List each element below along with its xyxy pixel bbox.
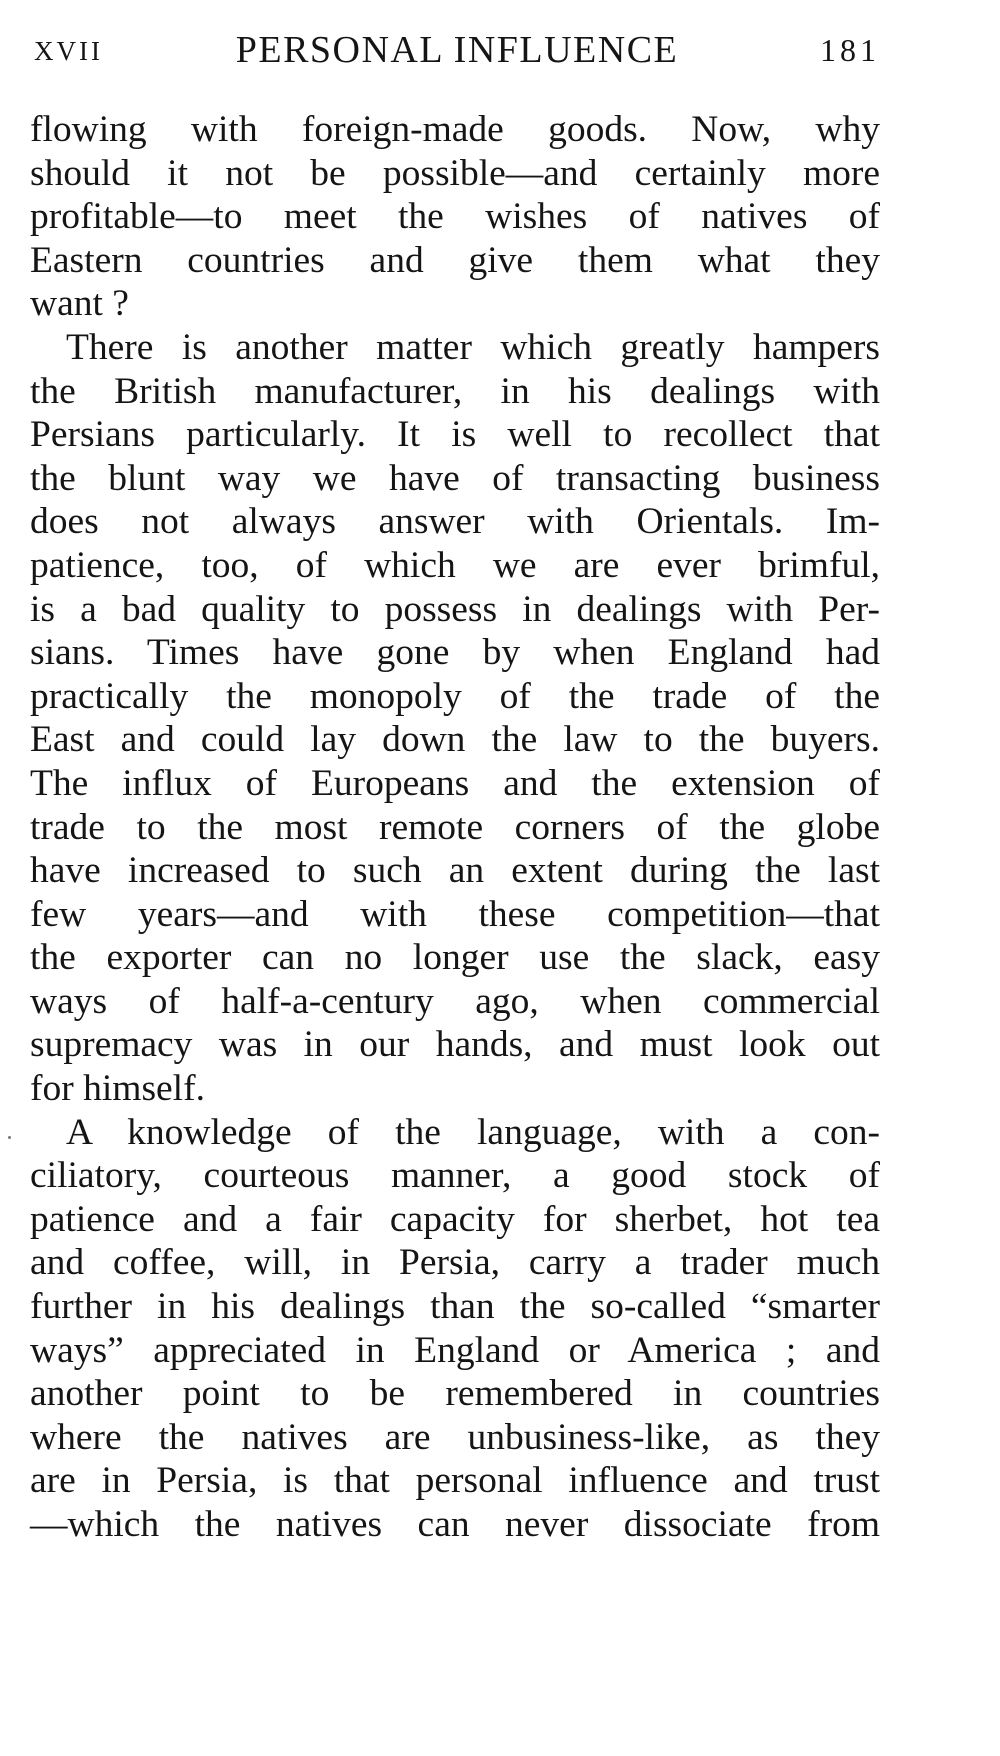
text-line: ways of half-a-century ago, when commercial: [30, 980, 880, 1022]
text-line: are in Persia, is that personal influence and trust: [30, 1460, 880, 1502]
running-head: [34, 28, 880, 78]
text-line: ways” appreciated in England or America ; and: [30, 1329, 880, 1371]
text-line: the British manufacturer, in his dealings with: [30, 370, 880, 412]
text-line: —which the natives can never dissociate from: [30, 1504, 880, 1545]
text-line: should it not be possible—and certainly more: [30, 152, 880, 194]
text-line: practically the monopoly of the trade of the: [30, 675, 880, 717]
text-line: sians. Times have gone by when England had: [30, 632, 880, 674]
text-line: Persians particularly. It is well to recollect that: [30, 414, 880, 456]
text-line: is a bad quality to possess in dealings with Per-: [30, 588, 880, 630]
text-line: want ?: [30, 283, 129, 325]
text-line: have increased to such an extent during the last: [30, 850, 880, 892]
text-line: patience, too, of which we are ever brimful,: [30, 544, 880, 586]
text-line: where the natives are unbusiness-like, as they: [30, 1416, 880, 1458]
text-line: for himself.: [30, 1068, 205, 1110]
text-line: the blunt way we have of transacting business: [30, 457, 880, 499]
print-speck: [8, 1136, 11, 1139]
text-line: another point to be remembered in countries: [30, 1373, 880, 1415]
text-line: and coffee, will, in Persia, carry a trader much: [30, 1242, 880, 1284]
page-number: 181: [820, 32, 880, 68]
text-line: trade to the most remote corners of the globe: [30, 806, 880, 848]
text-line: Eastern countries and give them what they: [30, 239, 880, 281]
text-line: profitable—to meet the wishes of natives of: [30, 196, 880, 238]
body-text: [30, 108, 880, 1547]
chapter-number: XVII: [34, 36, 103, 66]
text-line: few years—and with these competition—that: [30, 893, 880, 935]
text-line: further in his dealings than the so-called “smarter: [30, 1286, 880, 1328]
text-line: ciliatory, courteous manner, a good stock of: [30, 1155, 880, 1197]
text-line: East and could lay down the law to the buyers.: [30, 719, 880, 761]
text-line: patience and a fair capacity for sherbet, hot tea: [30, 1198, 880, 1240]
page-title: PERSONAL INFLUENCE: [235, 29, 679, 71]
text-line: flowing with foreign-made goods. Now, why: [30, 109, 880, 150]
text-line: A knowledge of the language, with a con-: [66, 1111, 880, 1153]
text-line: supremacy was in our hands, and must look out: [30, 1024, 880, 1066]
text-line: the exporter can no longer use the slack, easy: [30, 937, 880, 979]
text-line: The influx of Europeans and the extension of: [30, 762, 880, 804]
text-line: There is another matter which greatly hampers: [66, 326, 880, 368]
text-line: does not always answer with Orientals. Im-: [30, 501, 880, 543]
